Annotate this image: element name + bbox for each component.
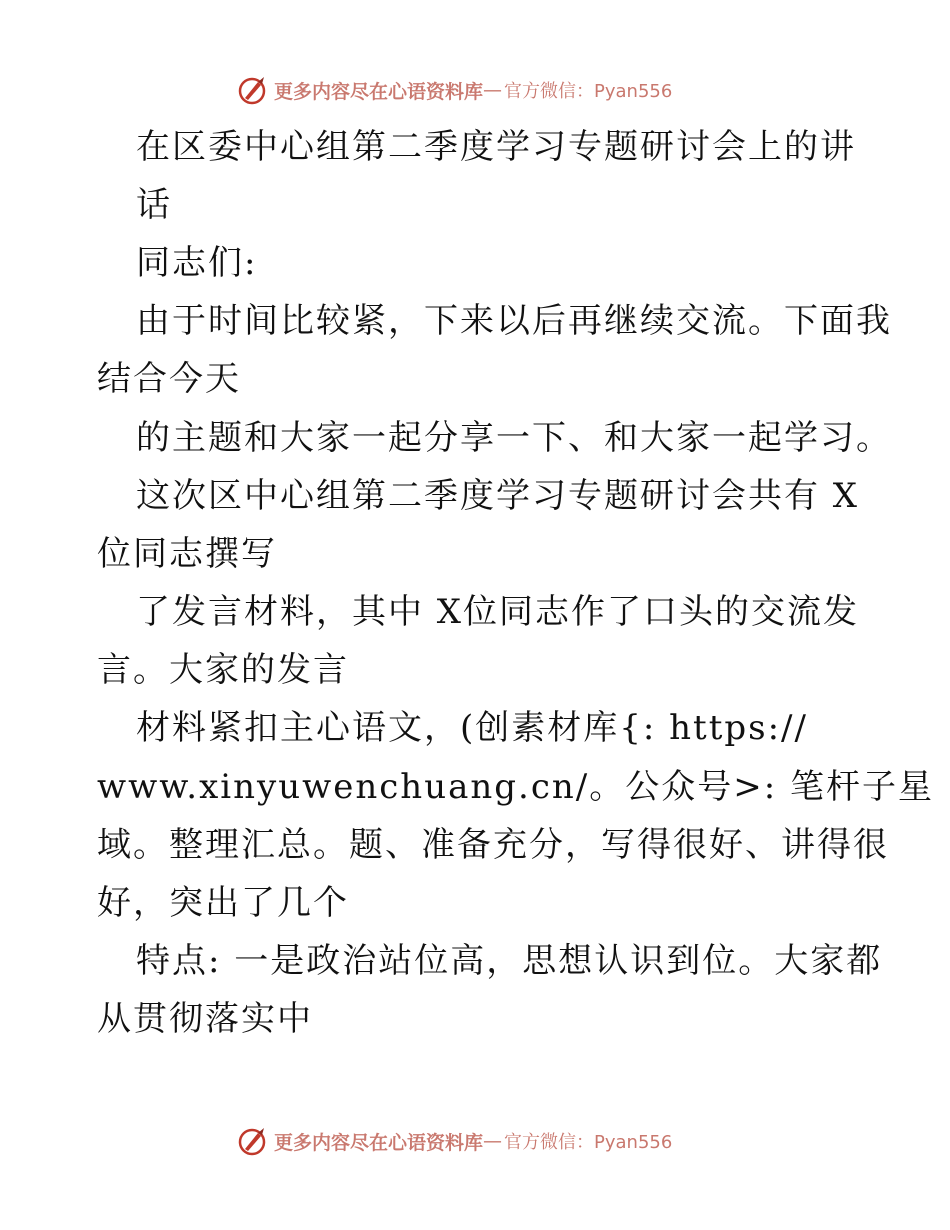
body-line: 言。大家的发言 <box>97 650 349 690</box>
watermark-separator: — <box>483 1130 503 1152</box>
header-watermark <box>236 73 672 107</box>
title-line-2: 话 <box>136 185 172 225</box>
title-line-1: 在区委中心组第二季度学习专题研讨会上的讲 <box>136 127 856 167</box>
salutation: 同志们: <box>136 243 258 283</box>
body-line: 了发言材料，其中 X位同志作了口头的交流发 <box>136 592 860 632</box>
quill-logo-icon <box>236 1125 268 1157</box>
body-line: 由于时间比较紧，下来以后再继续交流。下面我 <box>136 301 892 341</box>
body-line: 域。整理汇总。题、准备充分，写得很好、讲得很 <box>97 825 889 865</box>
quill-logo-icon <box>236 74 268 106</box>
watermark-contact: 官方微信：Pyan556 <box>504 1132 673 1153</box>
watermark-brand: 更多内容尽在心语资料库 <box>274 1131 484 1154</box>
watermark-brand: 更多内容尽在心语资料库 <box>274 80 484 103</box>
body-line: 从贯彻落实中 <box>97 999 313 1039</box>
body-line: 这次区中心组第二季度学习专题研讨会共有 X <box>136 476 860 516</box>
body-line: www.xinyuwenchuang.cn/。公众号>: 笔杆子星 <box>97 767 934 807</box>
body-line: 的主题和大家一起分享一下、和大家一起学习。 <box>136 418 892 458</box>
body-line: 结合今天 <box>97 359 241 399</box>
body-line: 材料紧扣主心语文，(创素材库{: https:// <box>136 708 808 748</box>
watermark-contact: 官方微信：Pyan556 <box>504 81 673 102</box>
body-line: 位同志撰写 <box>97 534 277 574</box>
body-line: 特点: 一是政治站位高，思想认识到位。大家都 <box>136 941 883 981</box>
watermark-separator: — <box>483 79 503 101</box>
footer-watermark <box>236 1124 672 1158</box>
body-line: 好，突出了几个 <box>97 883 349 923</box>
